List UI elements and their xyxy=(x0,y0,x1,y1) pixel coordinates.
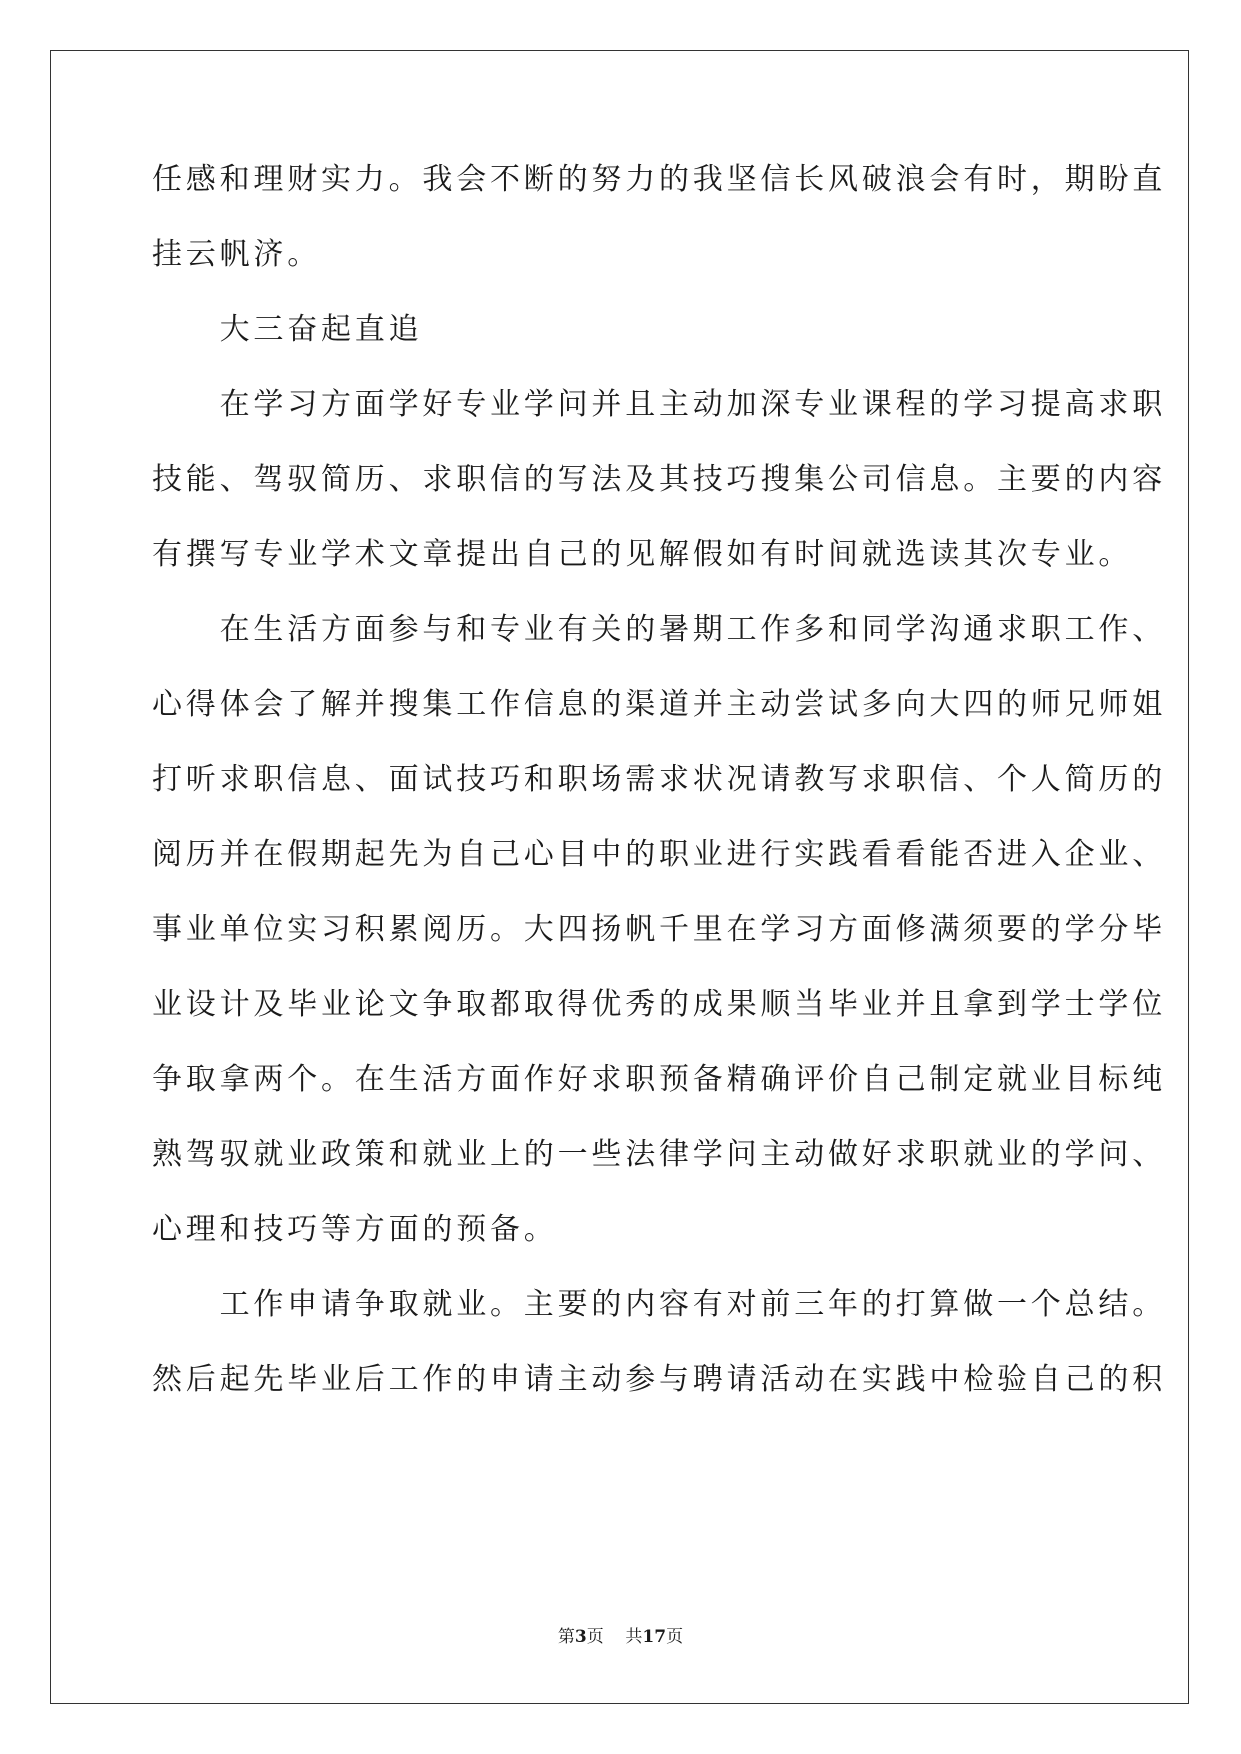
footer-page-prefix: 第 xyxy=(557,1627,575,1647)
text-line-15: 心理和技巧等方面的预备。 xyxy=(152,1212,558,1247)
footer-total-suffix: 页 xyxy=(666,1627,684,1647)
text-line-11: 事业单位实习积累阅历。大四扬帆千里在学习方面修满须要的学分毕 xyxy=(152,912,1166,947)
footer-total-number: 17 xyxy=(642,1627,667,1647)
text-line-1: 任感和理财实力。我会不断的努力的我坚信长风破浪会有时，期盼直 xyxy=(152,162,1166,197)
text-line-4: 在学习方面学好专业学问并且主动加深专业课程的学习提高求职 xyxy=(152,387,1166,422)
text-line-5: 技能、驾驭简历、求职信的写法及其技巧搜集公司信息。主要的内容 xyxy=(152,462,1166,497)
text-line-16: 工作申请争取就业。主要的内容有对前三年的打算做一个总结。 xyxy=(152,1287,1166,1322)
text-line-9: 打听求职信息、面试技巧和职场需求状况请教写求职信、个人简历的 xyxy=(152,762,1166,797)
text-line-7: 在生活方面参与和专业有关的暑期工作多和同学沟通求职工作、 xyxy=(152,612,1166,647)
page-border xyxy=(50,50,1189,1704)
footer-page-suffix: 页 xyxy=(586,1627,604,1647)
text-line-13: 争取拿两个。在生活方面作好求职预备精确评价自己制定就业目标纯 xyxy=(152,1062,1166,1097)
text-line-2: 挂云帆济。 xyxy=(152,237,321,272)
text-line-8: 心得体会了解并搜集工作信息的渠道并主动尝试多向大四的师兄师姐 xyxy=(152,687,1166,722)
text-line-14: 熟驾驭就业政策和就业上的一些法律学问主动做好求职就业的学问、 xyxy=(152,1137,1166,1172)
page-footer xyxy=(0,1626,1241,1648)
text-line-10: 阅历并在假期起先为自己心目中的职业进行实践看看能否进入企业、 xyxy=(152,837,1166,872)
text-line-12: 业设计及毕业论文争取都取得优秀的成果顺当毕业并且拿到学士学位 xyxy=(152,987,1166,1022)
section-heading: 大三奋起直追 xyxy=(152,312,423,347)
footer-total-prefix: 共 xyxy=(625,1627,643,1647)
text-line-17: 然后起先毕业后工作的申请主动参与聘请活动在实践中检验自己的积 xyxy=(152,1362,1166,1397)
text-line-6: 有撰写专业学术文章提出自己的见解假如有时间就选读其次专业。 xyxy=(152,537,1133,572)
footer-page-number: 3 xyxy=(574,1627,587,1647)
